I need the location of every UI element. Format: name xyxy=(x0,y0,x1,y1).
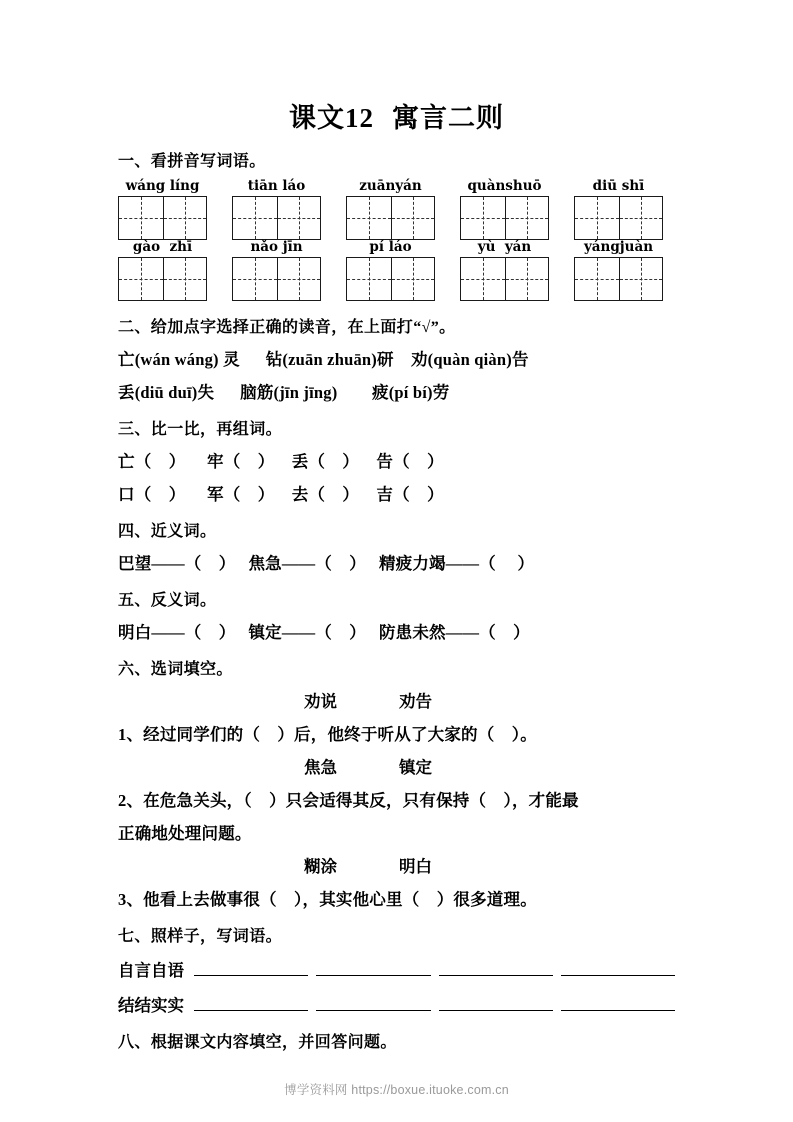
tianzige-cell[interactable] xyxy=(233,258,277,300)
section-4-heading: 四、近义词。 xyxy=(118,522,217,540)
pinyin-label: yángjuàn xyxy=(583,238,654,255)
page-title xyxy=(118,0,675,135)
pinyin-group xyxy=(232,179,321,240)
write-word-example: 结结实实 xyxy=(118,995,184,1015)
page-title-name: 寓言二则 xyxy=(392,103,504,133)
word-bank-1 xyxy=(118,679,675,712)
pinyin-group xyxy=(574,179,663,240)
write-word-row xyxy=(118,946,675,981)
word-bank-option: 糊涂 xyxy=(304,856,337,876)
tianzige-box[interactable] xyxy=(460,257,549,301)
tianzige-cell[interactable] xyxy=(575,197,619,239)
tianzige-cell[interactable] xyxy=(505,197,549,239)
answer-blank[interactable] xyxy=(561,1009,675,1011)
tianzige-cell[interactable] xyxy=(461,258,505,300)
section-6-heading: 六、选词填空。 xyxy=(118,660,233,678)
tianzige-box[interactable] xyxy=(118,196,207,240)
pinyin-label: diū shī xyxy=(592,178,645,194)
tianzige-cell[interactable] xyxy=(119,258,163,300)
tianzige-box[interactable] xyxy=(232,257,321,301)
tianzige-cell[interactable] xyxy=(163,197,207,239)
pinyin-group xyxy=(574,240,663,301)
tianzige-cell[interactable] xyxy=(391,258,435,300)
tianzige-box[interactable] xyxy=(118,257,207,301)
answer-blank[interactable] xyxy=(194,974,308,976)
tianzige-box[interactable] xyxy=(460,196,549,240)
tianzige-cell[interactable] xyxy=(163,258,207,300)
section-7-heading: 七、照样子，写词语。 xyxy=(118,927,283,945)
answer-blank[interactable] xyxy=(561,974,675,976)
pinyin-label: gào zhī xyxy=(132,238,193,255)
tianzige-box[interactable] xyxy=(574,257,663,301)
word-bank-2 xyxy=(118,745,675,778)
pinyin-label: nǎo jīn xyxy=(250,238,303,255)
tianzige-cell[interactable] xyxy=(119,197,163,239)
write-word-example: 自言自语 xyxy=(118,960,184,980)
pinyin-group xyxy=(232,240,321,301)
tianzige-cell[interactable] xyxy=(575,258,619,300)
pinyin-label: quànshuō xyxy=(467,178,542,194)
section-3-line-2: 口（ ） 军（ ） 去（ ） 吉（ ） xyxy=(118,484,444,504)
pinyin-label: pí láo xyxy=(369,238,412,255)
footer-watermark: 博学资料网 https://boxue.ituoke.com.cn xyxy=(284,1083,509,1097)
pinyin-label: tiān láo xyxy=(247,178,306,194)
write-word-row xyxy=(118,981,675,1016)
write-word-blanks xyxy=(194,974,675,978)
section-6-question-2: 2、在危急关头，（ ）只会适得其反，只有保持（ ），才能最 xyxy=(118,790,579,810)
pinyin-group xyxy=(346,240,435,301)
word-bank-3 xyxy=(118,844,675,877)
tianzige-cell[interactable] xyxy=(233,197,277,239)
word-bank-option: 镇定 xyxy=(399,757,432,777)
tianzige-cell[interactable] xyxy=(505,258,549,300)
word-bank-option: 明白 xyxy=(399,856,432,876)
tianzige-box[interactable] xyxy=(346,257,435,301)
tianzige-cell[interactable] xyxy=(391,197,435,239)
pinyin-group xyxy=(118,179,207,240)
answer-blank[interactable] xyxy=(316,1009,430,1011)
section-4-line-1: 巴望——（ ） 焦急——（ ） 精疲力竭——（ ） xyxy=(118,553,535,573)
section-6-question-1: 1、经过同学们的（ ）后，他终于听从了大家的（ ）。 xyxy=(118,724,537,744)
tianzige-cell[interactable] xyxy=(461,197,505,239)
section-3-line-1: 亡（ ） 牢（ ） 丢（ ） 告（ ） xyxy=(118,451,444,471)
tianzige-box[interactable] xyxy=(574,196,663,240)
tianzige-box[interactable] xyxy=(232,196,321,240)
tianzige-cell[interactable] xyxy=(277,258,321,300)
section-2-line-1: 亡(wán wáng) 灵 钻(zuān zhuān)研 劝(quàn qiàn)告 xyxy=(118,349,529,369)
section-3-heading: 三、比一比，再组词。 xyxy=(118,420,283,438)
section-5-line-1: 明白——（ ） 镇定——（ ） 防患未然——（ ） xyxy=(118,622,530,642)
word-bank-option: 劝说 xyxy=(304,691,337,711)
tianzige-cell[interactable] xyxy=(619,197,663,239)
word-bank-option: 焦急 xyxy=(304,757,337,777)
answer-blank[interactable] xyxy=(194,1009,308,1011)
tianzige-cell[interactable] xyxy=(347,258,391,300)
page-title-lesson: 课文12 xyxy=(289,103,374,133)
section-6-question-2-cont: 正确地处理问题。 xyxy=(118,823,252,843)
pinyin-label: zuānyán xyxy=(359,178,422,194)
pinyin-group xyxy=(460,240,549,301)
pinyin-row-1 xyxy=(118,179,675,240)
tianzige-cell[interactable] xyxy=(277,197,321,239)
section-8-heading: 八、根据课文内容填空，并回答问题。 xyxy=(118,1033,397,1051)
write-word-blanks xyxy=(194,1009,675,1013)
answer-blank[interactable] xyxy=(439,974,553,976)
pinyin-label: yù yán xyxy=(477,238,532,255)
pinyin-group xyxy=(346,179,435,240)
pinyin-grid-block xyxy=(118,179,675,301)
pinyin-label: wáng líng xyxy=(125,178,200,194)
word-bank-option: 劝告 xyxy=(399,691,432,711)
pinyin-group xyxy=(118,240,207,301)
section-2-heading: 二、给加点字选择正确的读音，在上面打“√”。 xyxy=(118,318,456,336)
answer-blank[interactable] xyxy=(439,1009,553,1011)
pinyin-row-2 xyxy=(118,240,675,301)
tianzige-box[interactable] xyxy=(346,196,435,240)
section-2-line-2: 丢(diū duī)失 脑筋(jīn jīng) 疲(pí bí)劳 xyxy=(118,382,450,402)
section-5-heading: 五、反义词。 xyxy=(118,591,217,609)
section-6-question-3: 3、他看上去做事很（ ），其实他心里（ ）很多道理。 xyxy=(118,889,537,909)
pinyin-group xyxy=(460,179,549,240)
answer-blank[interactable] xyxy=(316,974,430,976)
tianzige-cell[interactable] xyxy=(619,258,663,300)
tianzige-cell[interactable] xyxy=(347,197,391,239)
section-1-heading: 一、看拼音写词语。 xyxy=(118,153,266,170)
